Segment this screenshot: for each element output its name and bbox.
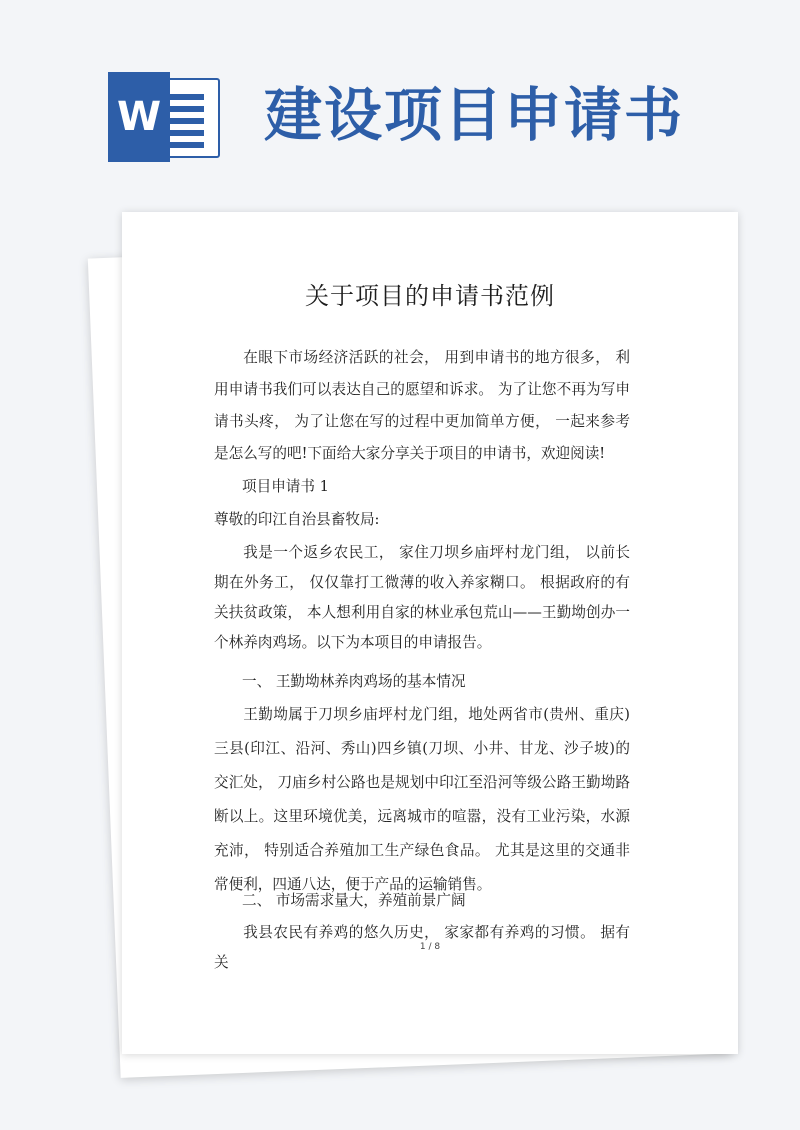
document-title: 关于项目的申请书范例 [305, 282, 555, 310]
header-banner [0, 0, 800, 200]
word-icon-letter: W [108, 72, 170, 162]
document-page [122, 212, 738, 1054]
page-indicator: 1 / 8 [419, 942, 441, 952]
paragraph-salutation: 尊敬的印江自治县畜牧局: [214, 511, 380, 528]
paragraph-intro: 在眼下市场经济活跃的社会， 用到申请书的地方很多， 利用申请书我们可以表达自己的愿望和诉求。 为了让您不再为写申请书头疼， 为了让您在写的过程中更加简单方便， 一起来参考是怎么写的吧!下面给大家分享关于项目的申请书，欢迎阅读! [214, 349, 630, 462]
word-icon [108, 72, 220, 162]
section-heading-2: 二、 市场需求量大，养殖前景广阔 [242, 892, 466, 909]
banner-title: 建设项目申请书 [264, 81, 685, 149]
section-heading-1: 一、 王勤坳林养肉鸡场的基本情况 [242, 673, 466, 690]
paragraph-body: 我县农民有养鸡的悠久历史， 家家都有养鸡的习惯。 据有关 [214, 924, 630, 971]
paragraph-body: 我是一个返乡农民工， 家住刀坝乡庙坪村龙门组， 以前长期在外务工， 仅仅靠打工微薄的收入养家糊口。 根据政府的有关扶贫政策， 本人想利用自家的林业承包荒山——王勤坳创办一个林养肉鸡场。以下为本项目的申请报告。 [214, 544, 630, 651]
paragraph-body: 王勤坳属于刀坝乡庙坪村龙门组，地处两省市(贵州、重庆)三县(印江、沿河、秀山)四乡镇(刀坝、小井、甘龙、沙子坡)的交汇处， 刀庙乡村公路也是规划中印江至沿河等级公路王勤坳路断以上。这里环境优美，远离城市的喧嚣，没有工业污染，水源充沛， 特别适合养殖加工生产绿色食品。 尤其是这里的交通非常便利，四通八达，便于产品的运输销售。 [214, 706, 630, 893]
paragraph-heading: 项目申请书 1 [242, 478, 329, 495]
